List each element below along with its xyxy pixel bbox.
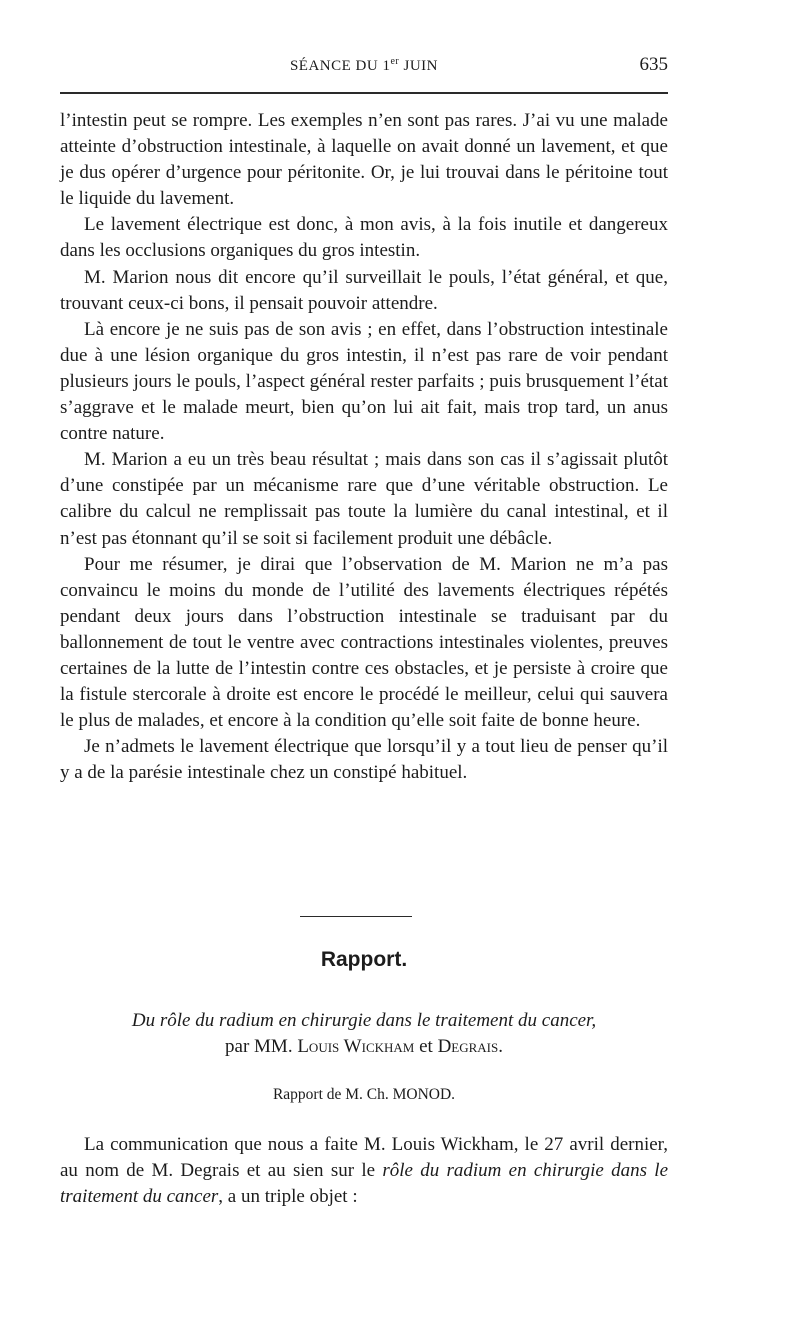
- author-name: Louis Wickham: [297, 1036, 415, 1057]
- author-name: Degrais: [437, 1036, 499, 1057]
- paragraph-text: La communication que nous a faite M. Louis Wickham, le 27 avril dernier, au nom de M. Degrais et au sien sur le: [60, 1134, 668, 1182]
- paragraph: [60, 1132, 668, 1210]
- running-title-superscript: er: [390, 56, 400, 67]
- authors-prefix: par MM.: [225, 1036, 298, 1057]
- report-authors-line: [60, 1034, 668, 1060]
- paragraph: Je n’admets le lavement électrique que lorsqu’il y a tout lieu de penser qu’il y a de la parésie intestinale chez un constipé habituel.: [60, 736, 668, 784]
- report-title-line: Du rôle du radium en chirurgie dans le traitement du cancer,: [131, 1010, 597, 1031]
- section-heading: Rapport.: [320, 948, 408, 971]
- body-text: [60, 108, 668, 786]
- paragraph: Là encore je ne suis pas de son avis ; en effet, dans l’obstruction intestinale due à une lésion organique du gros intestin, il n’est pas rare de voir pendant plusieurs jours le pouls, l’aspect général rester parfaits ; puis brusquement l’état s’aggrave et le malade meurt, bien qu’on lui ait fait, mais trop tard, un anus contre nature.: [60, 318, 668, 445]
- header-rule: [60, 92, 668, 94]
- paragraph: Le lavement électrique est donc, à mon avis, à la fois inutile et dangereux dans les occlusions organiques du gros intestin.: [60, 214, 668, 262]
- running-title: [60, 56, 668, 75]
- paragraph: l’intestin peut se rompre. Les exemples n’en sont pas rares. J’ai vu une malade atteinte d’obstruction intestinale, à laquelle on avait donné un lavement, et que je dus opérer d’urgence pour péritonite. Or, je lui trouvai dans le péritoine tout le liquide du lavement.: [60, 110, 668, 210]
- authors-conjunction: et: [414, 1036, 438, 1057]
- paragraph: M. Marion a eu un très beau résultat ; mais dans son cas il s’agissait plutôt d’une constipée par un mécanisme rare que d’une véritable obstruction. Le calibre du calcul ne remplissait pas toute la lumière du canal intestinal, et il n’est pas étonnant qu’il se soit si facilement produit une débâcle.: [60, 449, 668, 549]
- paragraph: Pour me résumer, je dirai que l’observation de M. Marion ne m’a pas convaincu le moins du monde de l’utilité des lavements électriques répétés pendant deux jours dans l’obstruction intestinale se traduisant par du ballonnement de tout le ventre avec contractions intestinales violentes, preuves certaines de la lutte de l’intestin contre ces obstacles, et je persiste à croire que la fistule stercorale à droite est encore le procédé le meilleur, celui qui sauvera le plus de malades, et encore à la condition qu’elle soit faite de bonne heure.: [60, 553, 668, 732]
- paragraph: M. Marion nous dit encore qu’il surveillait le pouls, l’état général, et que, trouvant ceux-ci bons, il pensait pouvoir attendre.: [60, 266, 668, 314]
- authors-end: .: [498, 1036, 503, 1057]
- report-body: [60, 1132, 668, 1210]
- rapporteur-line: Rapport de M. Ch. MONOD.: [272, 1086, 456, 1103]
- section-divider: [300, 916, 412, 917]
- paragraph-text: , a un triple objet :: [218, 1186, 358, 1208]
- paragraph-emphasis: rôle du radium en chirurgie dans le traitement du cancer: [60, 1160, 669, 1208]
- page-number: 635: [639, 54, 668, 75]
- running-title-month: JUIN: [399, 58, 439, 74]
- report-title: [60, 1008, 668, 1060]
- running-head: [60, 52, 668, 76]
- running-title-text: SÉANCE DU 1: [289, 58, 391, 74]
